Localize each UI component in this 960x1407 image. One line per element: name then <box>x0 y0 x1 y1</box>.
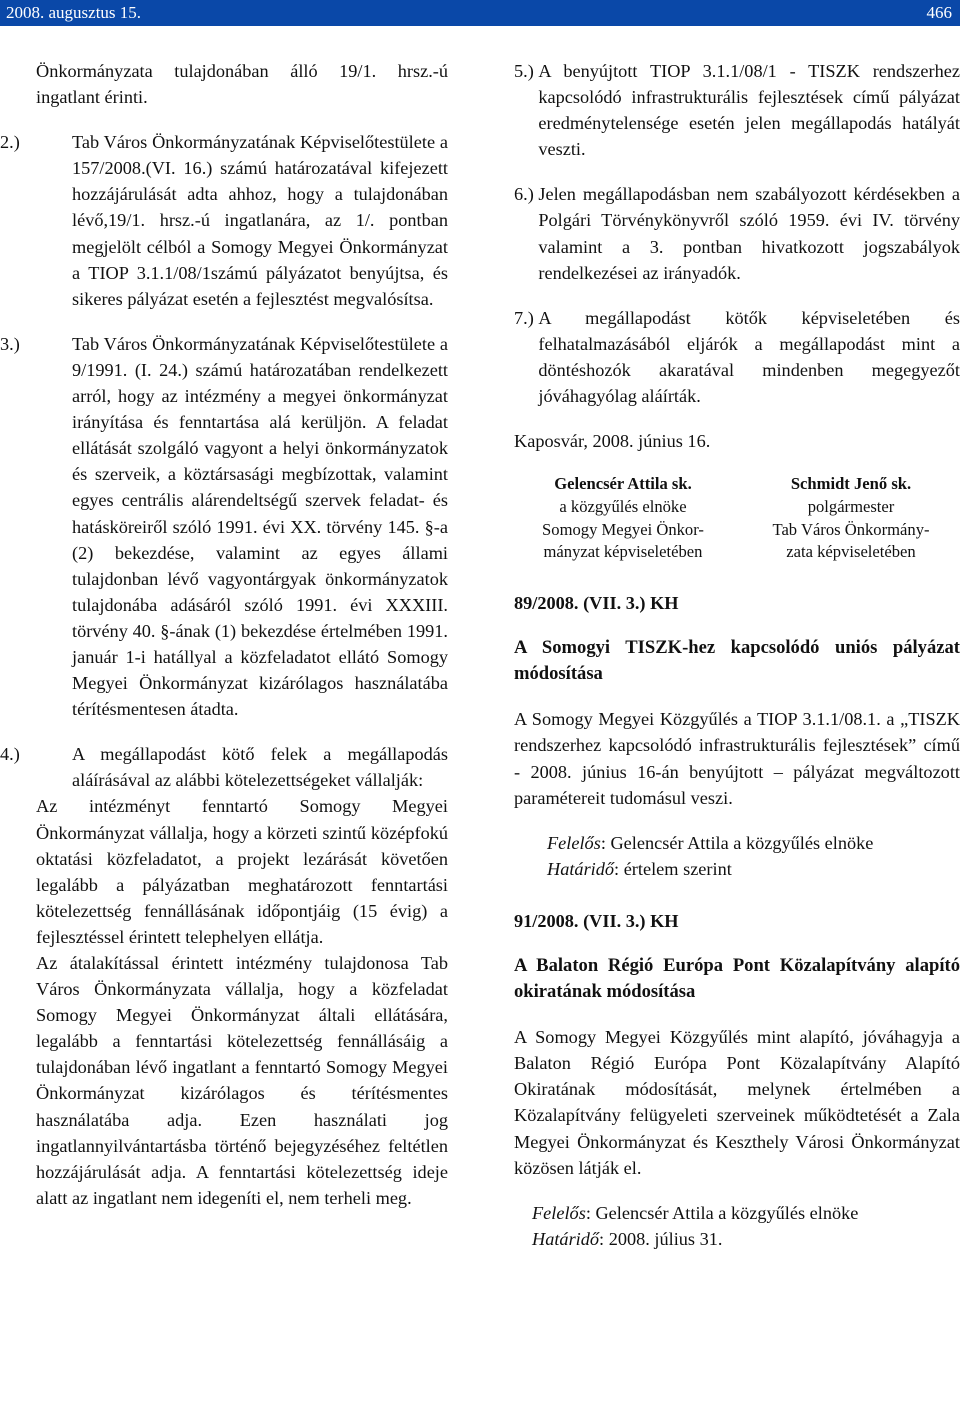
item-5-text: A benyújtott TIOP 3.1.1/08/1 - TISZK rendszerhez kapcsolódó infrastrukturális fejlesztések című pályázat eredménytelensége esetén jelen megállapodás hatályát veszti. <box>538 61 960 160</box>
item-4-paragraph-1: Az intézményt fenntartó Somogy Megyei Önkormányzat vállalja, hogy a körzeti szintű középfokú oktatási közfeladatot, a projekt lezárását követően legalább a pályázatban meghatározott fenntartási kötelezettség fennállásának időpontjáig (15 évig) a fejlesztéssel érintett telephelyen ellátja. <box>36 796 448 947</box>
item-2 <box>0 129 448 312</box>
item-6-number: 6.) <box>514 184 539 205</box>
place-date: Kaposvár, 2008. június 16. <box>514 431 711 452</box>
right-column <box>514 58 960 1252</box>
item-5-number: 5.) <box>514 61 539 81</box>
responsible-value: : Gelencsér Attila a közgyűlés elnöke <box>600 832 874 853</box>
deadline-value: : 2008. július 31. <box>599 1228 723 1249</box>
signer-role: a közgyűlés elnöke <box>559 496 687 516</box>
item-4 <box>0 741 448 793</box>
signer-name: Schmidt Jenő sk. <box>790 474 912 494</box>
resolution-89-id: 89/2008. (VII. 3.) KH <box>514 593 679 614</box>
resolution-89-responsible <box>514 830 960 856</box>
signer-org: Somogy Megyei Önkor- <box>542 519 704 539</box>
responsible-label: Felelős <box>532 1202 586 1223</box>
item-7-text: A megállapodást kötők képviseletében és felhatalmazásából eljárók a megállapodást mint a döntéshozók akaratával mindenben megegyezőt jóváhagyólag aláírták. <box>538 307 960 407</box>
item-2-text: Tab Város Önkormányzatának Képviselőtestülete a 157/2008.(VI. 16.) számú határozatával kifejezett hozzájárulását adta ahhoz, hogy a tulajdonában lévő,19/1. hrsz.-ú ingatlanára, az 1/. pontban megjelölt célból a Somogy Megyei Önkormányzat a TIOP 3.1.1/08/1számú pályázatot benyújtsa, és sikeres pályázat esetén a fejlesztést megvalósítsa. <box>72 132 448 309</box>
resolution-89-body: A Somogy Megyei Közgyűlés a TIOP 3.1.1/08.1. a „TISZK rendszerhez kapcsolódó infrastrukturális fejlesztések” című - 2008. június 16-án benyújtott – pályázat megváltozott paramétereit tudomásul veszi. <box>514 709 960 808</box>
deadline-label: Határidő <box>547 858 615 879</box>
resolution-91-id: 91/2008. (VII. 3.) KH <box>514 910 679 931</box>
deadline-label: Határidő <box>532 1228 600 1249</box>
resolution-89-deadline <box>514 856 960 882</box>
resolution-91-responsible <box>514 1200 960 1226</box>
item-7 <box>514 305 960 409</box>
signatures <box>514 473 960 564</box>
item-7-number: 7.) <box>514 307 539 328</box>
resolution-91-deadline <box>514 1226 960 1252</box>
signature-left <box>514 473 732 564</box>
item-3-number: 3.) <box>0 333 25 354</box>
item-6-text: Jelen megállapodásban nem szabályozott kérdésekben a Polgári Törvénykönyvről szóló 1959. évi IV. törvény valamint a 3. pontban hivatkozott jogszabályok rendelkezései az irányadók. <box>538 184 960 283</box>
deadline-value: : értelem szerint <box>614 858 732 879</box>
responsible-value: : Gelencsér Attila a közgyűlés elnöke <box>585 1202 859 1223</box>
item-4-number: 4.) <box>0 744 25 765</box>
left-column <box>0 58 448 1211</box>
signer-role: polgármester <box>807 496 895 516</box>
signature-right <box>742 473 960 564</box>
responsible-label: Felelős <box>547 832 601 853</box>
item-4-text: A megállapodást kötő felek a megállapodás aláírásával az alábbi kötelezettségeket vállalják: <box>72 744 448 791</box>
resolution-91-title: A Balaton Régió Európa Pont Közalapítvány alapító okiratának módosítása <box>514 954 960 1003</box>
signer-name: Gelencsér Attila sk. <box>554 474 692 494</box>
item-2-number: 2.) <box>0 132 25 153</box>
item-4-paragraph-2: Az átalakítással érintett intézmény tulajdonosa Tab Város Önkormányzata vállalja, hogy a közfeladat Somogy Megyei Önkormányzat általi ellátására, legalább a fenntartási kötelezettség fennállásáig a tulajdonában lévő ingatlant a fenntartó Somogy Megyei Önkormányzat kizárólagos és térítésmentes használatába adja. Ezen használati jog ingatlannyilvántartásba történő bejegyzéséhez feltétlen hozzájárulását adja. A fenntartási kötelezettség ideje alatt az ingatlant nem idegeníti el, nem terheli meg. <box>36 953 448 1208</box>
signer-org-cont: mányzat képviseletében <box>543 542 703 562</box>
resolution-91-body: A Somogy Megyei Közgyűlés mint alapító, jóváhagyja a Balaton Régió Európa Pont Közalapítvány Alapító Okiratának módosítását, melynek értelmében a Közalapítvány felügyeleti szerveinek működtetését a Zala Megyei Önkormányzat és Keszthely Városi Önkormányzat közösen látják el. <box>514 1027 960 1178</box>
intro-paragraph: Önkormányzata tulajdonában álló 19/1. hrsz.-ú ingatlant érinti. <box>36 61 448 108</box>
signer-org: Tab Város Önkormány- <box>772 519 930 539</box>
item-5 <box>514 58 960 162</box>
signer-org-cont: zata képviseletében <box>786 542 916 562</box>
item-3 <box>0 331 448 722</box>
page-number: 466 <box>926 3 952 22</box>
header-date: 2008. augusztus 15. <box>6 3 142 22</box>
item-6 <box>514 181 960 285</box>
resolution-89-title: A Somogyi TISZK-hez kapcsolódó uniós pályázat módosítása <box>514 637 960 685</box>
item-3-text: Tab Város Önkormányzatának Képviselőtestülete a 9/1991. (I. 24.) számú határozatában rendelkezett arról, hogy az intézmény a megyei önkormányzat irányítása és fenntartása alá kerüljön. A feladat ellátását szolgáló vagyont a helyi önkormányzatok és szerveik, a köztársasági megbízottak, valamint egyes centrális alárendeltségű szervek feladat- és hatásköreiről szóló 1991. évi XX. törvény 145. §-a (2) bekezdése, valamint az egyes állami tulajdonban lévő vagyontárgyak önkormányzatok tulajdonába adásáról szóló 1991. évi XXXIII. törvény 40. §-ának (1) bekezdése értelmében 1991. január 1-i hatállyal a közfeladatot ellátó Somogy Megyei Önkormányzat kizárólagos használatába térítésmentesen átadta. <box>72 333 448 720</box>
page-header <box>0 0 960 26</box>
